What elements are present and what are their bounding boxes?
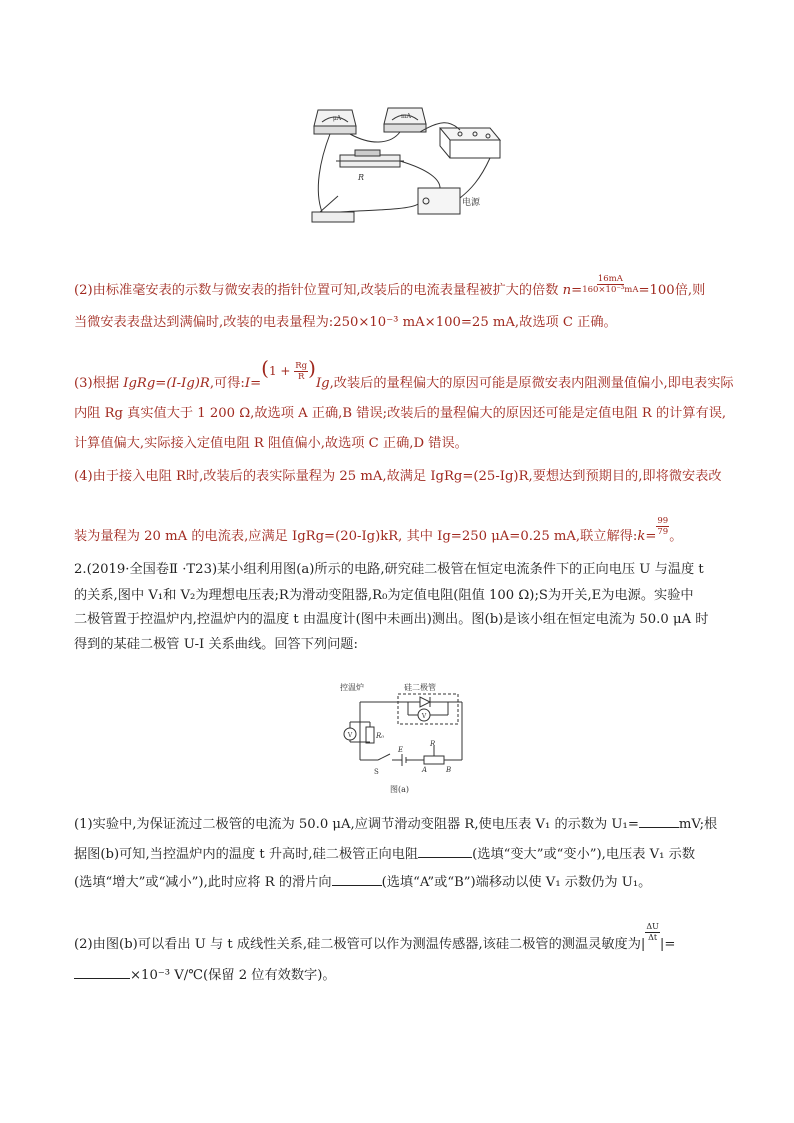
p3-after: ,可得:: [209, 376, 245, 391]
p3-line2: 内阻 Rg 真实值大于 1 200 Ω,故选项 A 正确,B 错误;改装后的量程偏大的原因还可能是定值电阻 R 的计算有误,: [74, 406, 727, 421]
b-label: B: [446, 766, 452, 774]
apparatus-figure: [300, 100, 510, 230]
microammeter-label: μA: [332, 115, 342, 122]
q2-line1: 2.(2019·全国卷Ⅱ ·T23)某小组利用图(a)所示的电路,研究硅二极管在恒定电流条件下的正向电压 U 与温度 t: [74, 562, 704, 577]
p2-n: n: [562, 283, 572, 298]
p2-line1: [74, 274, 706, 301]
p3-one-plus: 1 +: [268, 364, 295, 378]
sub1-line3-b: (选填“A”或“B”)端移动以使 V₁ 示数仍为 U₁。: [381, 875, 652, 890]
sub2-line2-b: ×10⁻³ V/℃(保留 2 位有效数字)。: [130, 968, 336, 983]
p3-frac-num: Rg: [295, 361, 308, 371]
diode-symbol: [420, 697, 430, 707]
power-supply-label: 电源: [462, 198, 481, 208]
p3-frac: [294, 361, 308, 382]
sub1-line2-b: (选填“变大”或“变小”),电压表 V₁ 示数: [472, 847, 696, 862]
p3-ig: Ig: [315, 376, 330, 391]
sub2-frac: [645, 922, 660, 943]
p3-big-paren: (1 + $\frac{Rg}{R}$ ): [261, 356, 316, 382]
p2-line1-text: (2)由标准毫安表的示数与微安表的指针位置可知,改装后的电流表量程被扩大的倍数: [74, 283, 559, 298]
p4-k-frac: [656, 516, 669, 537]
p4-line1: (4)由于接入电阻 R时,改装后的表实际量程为 25 mA,故满足 IgRg=(25-Ig)R,要想达到预期目的,即将微安表改: [74, 469, 722, 484]
sub2-line2: [74, 966, 336, 984]
milliammeter-label: mA: [400, 113, 412, 120]
answer-blank-resistance[interactable]: [418, 845, 472, 858]
diode-label: 硅二极管: [404, 683, 436, 692]
sub1-line2: [74, 845, 695, 863]
p2-frac-num: 16mA: [597, 274, 623, 284]
p3-line1: [74, 356, 734, 394]
p2-eq: =: [571, 283, 583, 298]
p4-k-eq: k=: [637, 529, 657, 544]
q2-line4: 得到的某硅二极管 U-I 关系曲线。回答下列问题:: [74, 637, 358, 652]
p3-head: (3)根据: [74, 376, 124, 391]
p4-line2-text: 装为量程为 20 mA 的电流表,应满足 IgRg=(20-Ig)kR, 其中 Ig=250 μA=0.25 mA,联立解得:: [74, 529, 638, 544]
sub2-frac-num: ΔU: [646, 922, 659, 931]
p3-formula: IgRg=(I-Ig)R: [123, 376, 210, 391]
sub1-line1-a: (1)实验中,为保证流过二极管的电流为 50.0 μA,应调节滑动变阻器 R,使电压表 V₁ 的示数为 U₁=: [74, 817, 639, 832]
p4-k-num: 99: [657, 516, 669, 526]
p3-frac-den: R: [298, 372, 305, 382]
sub1-line3-a: (选填“增大”或“减小”),此时应将 R 的滑片向: [74, 875, 332, 890]
sub1-line1-b: mV;根: [678, 817, 718, 832]
answer-blank-sensitivity[interactable]: [74, 966, 130, 979]
p4-k-den: 79: [657, 527, 669, 537]
answer-blank-direction[interactable]: [332, 873, 382, 886]
rheostat-label: R: [358, 173, 365, 182]
p2-fraction: [582, 274, 638, 295]
sub2-line1-b: |=: [659, 937, 676, 952]
p2-line2: 当微安表表盘达到满偏时,改装的电表量程为:250×10⁻³ mA×100=25 mA,故选项 C 正确。: [74, 315, 617, 330]
sub2-line1-a: (2)由图(b)可以看出 U 与 t 成线性关系,硅二极管可以作为测温传感器,该硅二极管的测温灵敏度为|: [74, 937, 646, 952]
p3-line1-tail: ,改装后的量程偏大的原因可能是原微安表内阻测量值偏小,即电表实际: [329, 376, 734, 391]
p4-line2: [74, 516, 683, 547]
p4-end: 。: [669, 529, 683, 544]
e-label: E: [398, 746, 404, 754]
r0-label: R₀: [376, 732, 385, 740]
sub2-frac-den: Δt: [648, 933, 658, 942]
p2-frac-den: 160×10⁻³mA: [582, 285, 639, 295]
p3-line3: 计算值偏大,实际接入定值电阻 R 阻值偏小,故选项 C 正确,D 错误。: [74, 436, 468, 451]
answer-blank-u1[interactable]: [639, 815, 679, 828]
p2-line1-tail: =100倍,则: [638, 283, 706, 298]
svg-text:V: V: [347, 732, 353, 739]
sub1-line3: [74, 873, 651, 891]
svg-text:V: V: [421, 713, 427, 720]
sub1-line1: [74, 815, 717, 833]
figure-a-caption: 图(a): [390, 785, 410, 794]
q2-line2: 的关系,图中 V₁和 V₂为理想电压表;R为滑动变阻器,R₀为定值电阻(阻值 100 Ω);S为开关,E为电源。实验中: [74, 588, 694, 603]
a-label: A: [422, 766, 428, 774]
q2-line3: 二极管置于控温炉内,控温炉内的温度 t 由温度计(图中未画出)测出。图(b)是该小组在恒定电流为 50.0 μA 时: [74, 612, 709, 627]
r-label: R: [430, 740, 436, 748]
p3-i-eq: I=: [244, 376, 262, 391]
sub1-line2-a: 据图(b)可知,当控温炉内的温度 t 升高时,硅二极管正向电阻: [74, 847, 419, 862]
oven-label: 控温炉: [340, 683, 364, 692]
circuit-figure-a: [338, 682, 478, 797]
s-label: S: [374, 768, 379, 776]
